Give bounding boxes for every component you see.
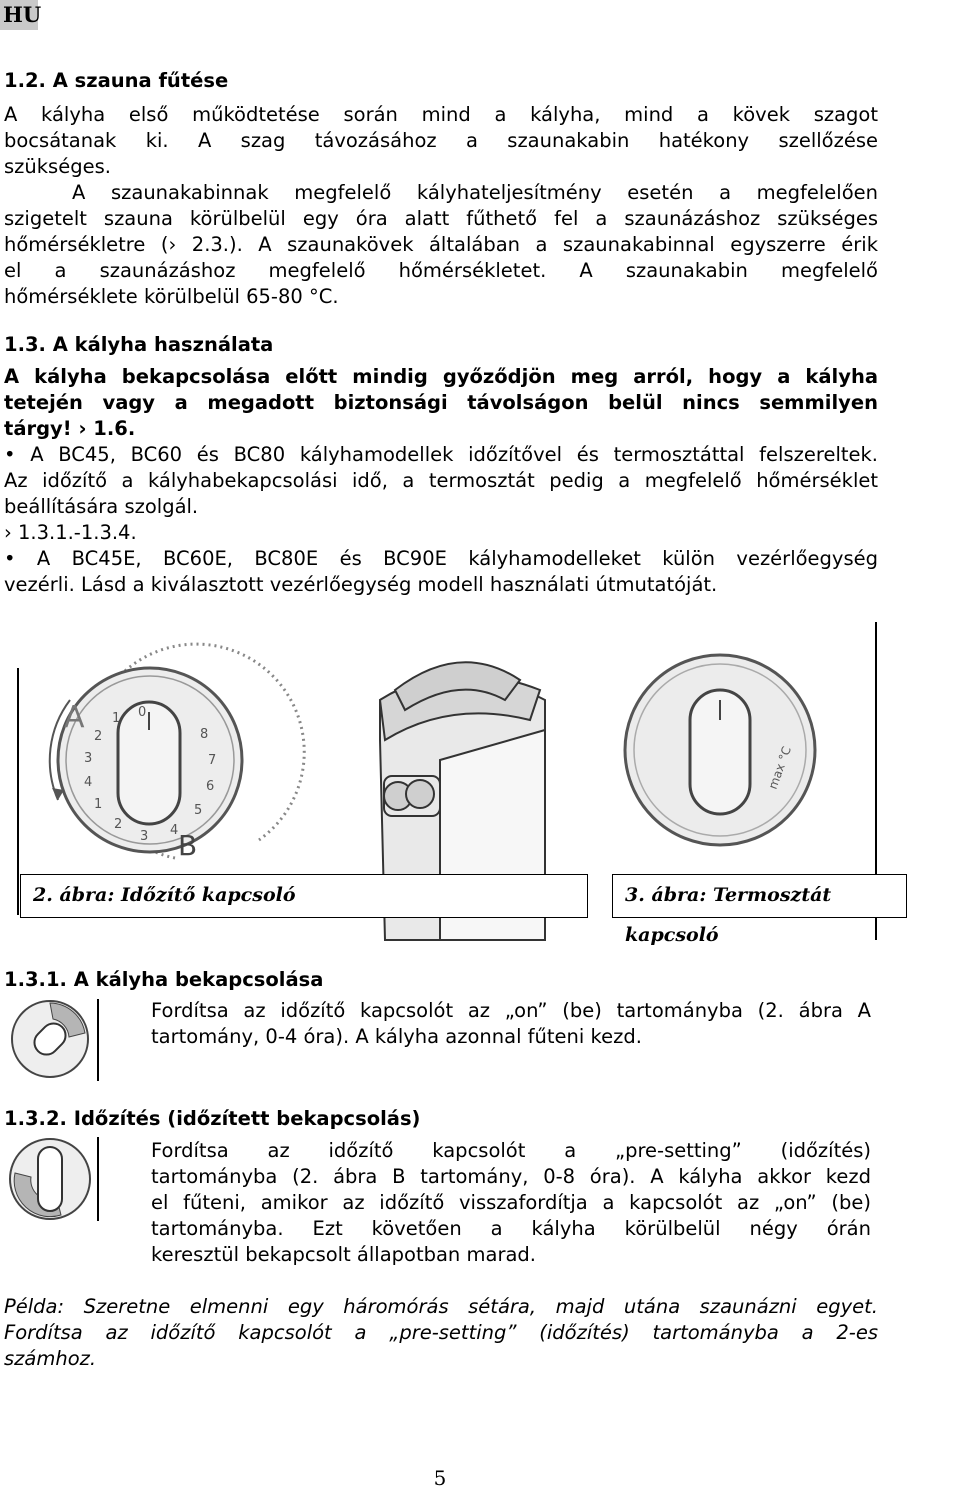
paragraph-line: Fordítsa az időzítő kapcsolót a „pre-setting” (időzítés) <box>151 1139 871 1162</box>
timer-tick-label: 8 <box>200 727 209 742</box>
paragraph-line: beállítására szolgál. <box>4 495 199 518</box>
timer-range-a-label: A <box>64 700 85 735</box>
figure-3-caption: 3. ábra: Termosztát kapcsoló <box>612 874 907 918</box>
paragraph-line: tartomány, 0-4 óra). A kályha azonnal fűteni kezd. <box>151 1025 642 1048</box>
paragraph-line: el a szaunázáshoz megfelelő hőmérsékletet. A szaunakabin megfelelő <box>4 259 878 282</box>
timer-tick-label: 3 <box>140 829 149 844</box>
warning-line: A kályha bekapcsolása előtt mindig győződjön meg arról, hogy a kályha <box>4 365 878 388</box>
thermostat-max-label: max °C <box>765 744 794 792</box>
timer-range-b-label: B <box>178 829 198 862</box>
paragraph-line: el fűteni, amikor az időzítő visszafordítja a kapcsolót az „on” (be) <box>151 1191 871 1214</box>
paragraph-line: • A BC45, BC60 és BC80 kályhamodellek időzítővel és termosztáttal felszereltek. <box>4 443 878 466</box>
paragraph-line: • A BC45E, BC60E, BC80E és BC90E kályhamodelleket külön vezérlőegység <box>4 547 878 570</box>
timer-on-icon <box>5 995 105 1083</box>
paragraph-line: tartományba (2. ábra B tartomány, 0-8 óra). A kályha akkor kezd <box>151 1165 871 1188</box>
language-tag: HU <box>0 0 38 30</box>
section-title-1-3-2: 1.3.2. Időzítés (időzített bekapcsolás) <box>4 1107 421 1130</box>
paragraph-line: bocsátanak ki. A szag távozásához a szaunakabin hatékony szellőzése <box>4 129 878 152</box>
cross-reference: › 1.3.1.-1.3.4. <box>4 521 137 544</box>
warning-line: tárgy! › 1.6. <box>4 417 136 440</box>
paragraph-line: A szaunakabinnak megfelelő kályhateljesítmény esetén a megfelelően <box>72 181 878 204</box>
timer-tick-label: 0 <box>138 705 147 720</box>
timer-presetting-icon <box>5 1133 105 1225</box>
timer-tick-label: 6 <box>206 779 215 794</box>
warning-line: tetején vagy a megadott biztonsági távolságon belül nincs semmilyen <box>4 391 878 414</box>
timer-tick-label: 1 <box>94 797 103 812</box>
timer-tick-label: 7 <box>208 753 217 768</box>
timer-tick-label: 5 <box>194 803 203 818</box>
timer-tick-label: 3 <box>84 751 93 766</box>
timer-tick-label: 4 <box>84 775 93 790</box>
paragraph-line: szigetelt szauna körülbelül egy óra alatt fűthető fel a szaunázáshoz szükséges <box>4 207 878 230</box>
paragraph-line: Fordítsa az időzítő kapcsolót az „on” (be) tartományba (2. ábra A <box>151 999 871 1022</box>
paragraph-line: Az időzítő a kályhabekapcsolási idő, a termosztát pedig a megfelelő hőmérséklet <box>4 469 878 492</box>
paragraph-line: vezérli. Lásd a kiválasztott vezérlőegység modell használati útmutatóját. <box>4 573 718 596</box>
section-title-1-2: 1.2. A szauna fűtése <box>4 69 229 92</box>
paragraph-line: keresztül bekapcsolt állapotban marad. <box>151 1243 536 1266</box>
timer-tick-label: 2 <box>94 729 103 744</box>
example-line: számhoz. <box>4 1347 97 1370</box>
section-title-1-3-1: 1.3.1. A kályha bekapcsolása <box>4 968 324 991</box>
example-line: Fordítsa az időzítő kapcsolót a „pre-setting” (időzítés) tartományba a 2-es <box>4 1321 878 1344</box>
timer-tick-label: 2 <box>114 817 123 832</box>
paragraph-line: A kályha első működtetése során mind a kályha, mind a kövek szagot <box>4 103 878 126</box>
paragraph-line: hőmérséklete körülbelül 65-80 °C. <box>4 285 339 308</box>
page-number: 5 <box>433 1466 447 1490</box>
paragraph-line: tartományba. Ezt követően a kályha körülbelül négy órán <box>151 1217 871 1240</box>
timer-tick-label: 1 <box>112 711 121 726</box>
paragraph-line: szükséges. <box>4 155 111 178</box>
section-title-1-3: 1.3. A kályha használata <box>4 333 274 356</box>
paragraph-line: hőmérsékletre (› 2.3.). A szaunakövek általában a szaunakabinnal egyszerre érik <box>4 233 878 256</box>
figure-2-caption: 2. ábra: Időzítő kapcsoló <box>20 874 588 918</box>
timer-tick-label: 4 <box>170 823 179 838</box>
example-line: Példa: Szeretne elmenni egy háromórás sétára, majd utána szaunázni egyet. <box>4 1295 878 1318</box>
